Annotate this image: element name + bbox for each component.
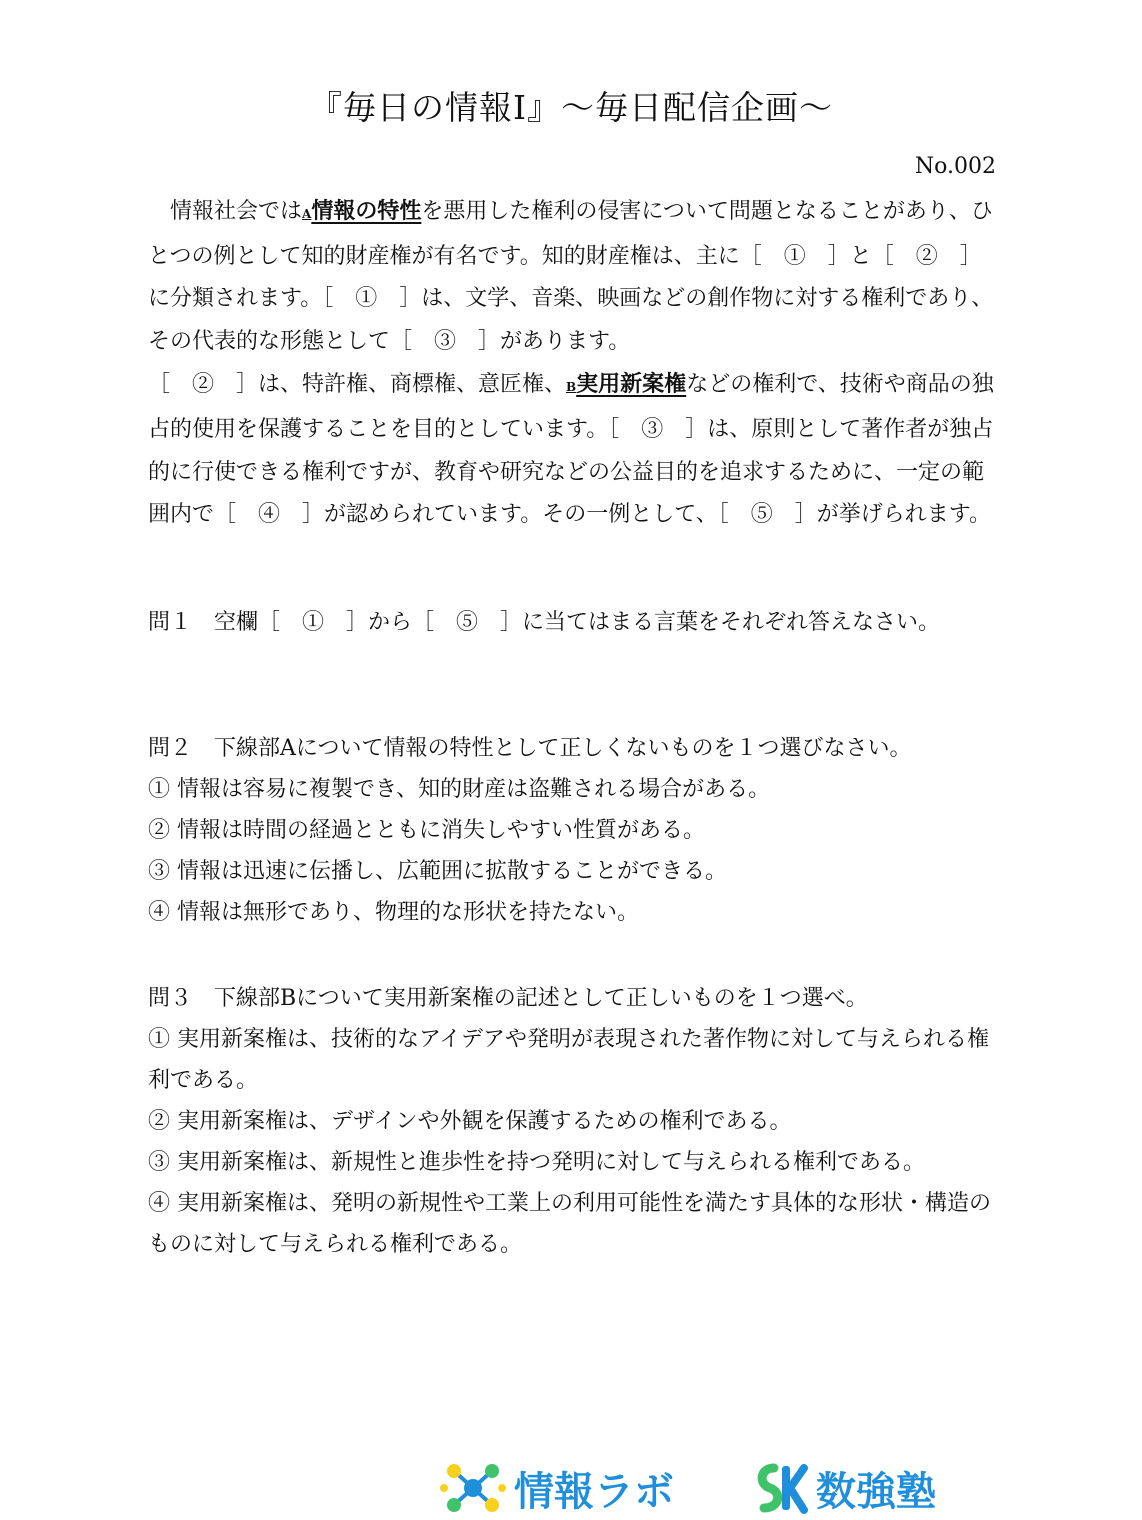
sukyo-juku-logo-text: 数強塾 <box>816 1468 936 1515</box>
question-1-text: 問１ 空欄［ ① ］から［ ⑤ ］に当てはまる言葉をそれぞれ答えなさい。 <box>148 610 941 635</box>
question-2-text: 問２ 下線部Aについて情報の特性として正しくないものを１つ選びなさい。 <box>148 736 912 761</box>
underline-marker-b: B <box>566 380 577 395</box>
joho-lab-logo-text: 情報ラボ <box>514 1468 674 1515</box>
question-2-option-4: ④ 情報は無形であり、物理的な形状を持たない。 <box>148 900 639 925</box>
underlined-term-b: 実用新案権 <box>576 371 687 398</box>
molecule-icon <box>440 1459 506 1517</box>
sk-emblem-icon <box>752 1460 808 1516</box>
passage-text: ［ ② ］は、特許権、商標権、意匠権、 <box>148 372 567 398</box>
passage <box>148 190 998 537</box>
passage-text: などの権利で、技術や商品の独占的使用を保護することを目的としています。［ ③ ］は、原則として著作者が独占的に行使できる権利ですが、教育や研究などの公益目的を追求するために、一定の範囲内で［ ④ ］が認められています。その一例として、［ ⑤ ］が挙げられます。 <box>148 372 994 528</box>
question-2 <box>148 728 998 933</box>
question-2-option-2: ② 情報は時間の経過とともに消失しやすい性質がある。 <box>148 818 705 843</box>
underline-marker-a: A <box>302 207 312 221</box>
joho-lab-logo <box>440 1456 674 1520</box>
passage-text: 情報社会では <box>170 199 303 224</box>
question-3-text: 問３ 下線部Bについて実用新案権の記述として正しいものを１つ選べ。 <box>148 986 868 1011</box>
question-2-option-1: ① 情報は容易に複製でき、知的財産は盗難される場合がある。 <box>148 777 771 802</box>
passage-paragraph-2 <box>148 363 998 536</box>
passage-text: を悪用した権利の侵害について問題となることがあり、ひとつの例として知的財産権が有名です。知的財産権は、主に［ ① ］と［ ② ］に分類されます。［ ① ］は、文学、音楽、映画などの創作物に対する権利であり、その代表的な形態として［ ③ ］があります。 <box>148 199 994 354</box>
question-3-option-2: ② 実用新案権は、デザインや外観を保護するための権利である。 <box>148 1109 792 1134</box>
footer-logos <box>440 1456 1000 1520</box>
document-number: No.002 <box>914 154 996 179</box>
passage-paragraph-1 <box>148 190 998 363</box>
question-3-option-4: ④ 実用新案権は、発明の新規性や工業上の利用可能性を満たす具体的な形状・構造のものに対して与えられる権利である。 <box>148 1191 991 1257</box>
question-3-option-1: ① 実用新案権は、技術的なアイデアや発明が表現された著作物に対して与えられる権利である。 <box>148 1027 990 1093</box>
underlined-term-a: 情報の特性 <box>311 198 422 224</box>
question-2-option-3: ③ 情報は迅速に伝播し、広範囲に拡散することができる。 <box>148 859 727 884</box>
question-3 <box>148 978 998 1265</box>
page-title: 『毎日の情報Ⅰ』〜毎日配信企画〜 <box>308 88 834 127</box>
question-3-option-3: ③ 実用新案権は、新規性と進歩性を持つ発明に対して与えられる権利である。 <box>148 1150 925 1175</box>
question-1 <box>148 602 998 643</box>
sukyo-juku-logo <box>752 1456 936 1520</box>
